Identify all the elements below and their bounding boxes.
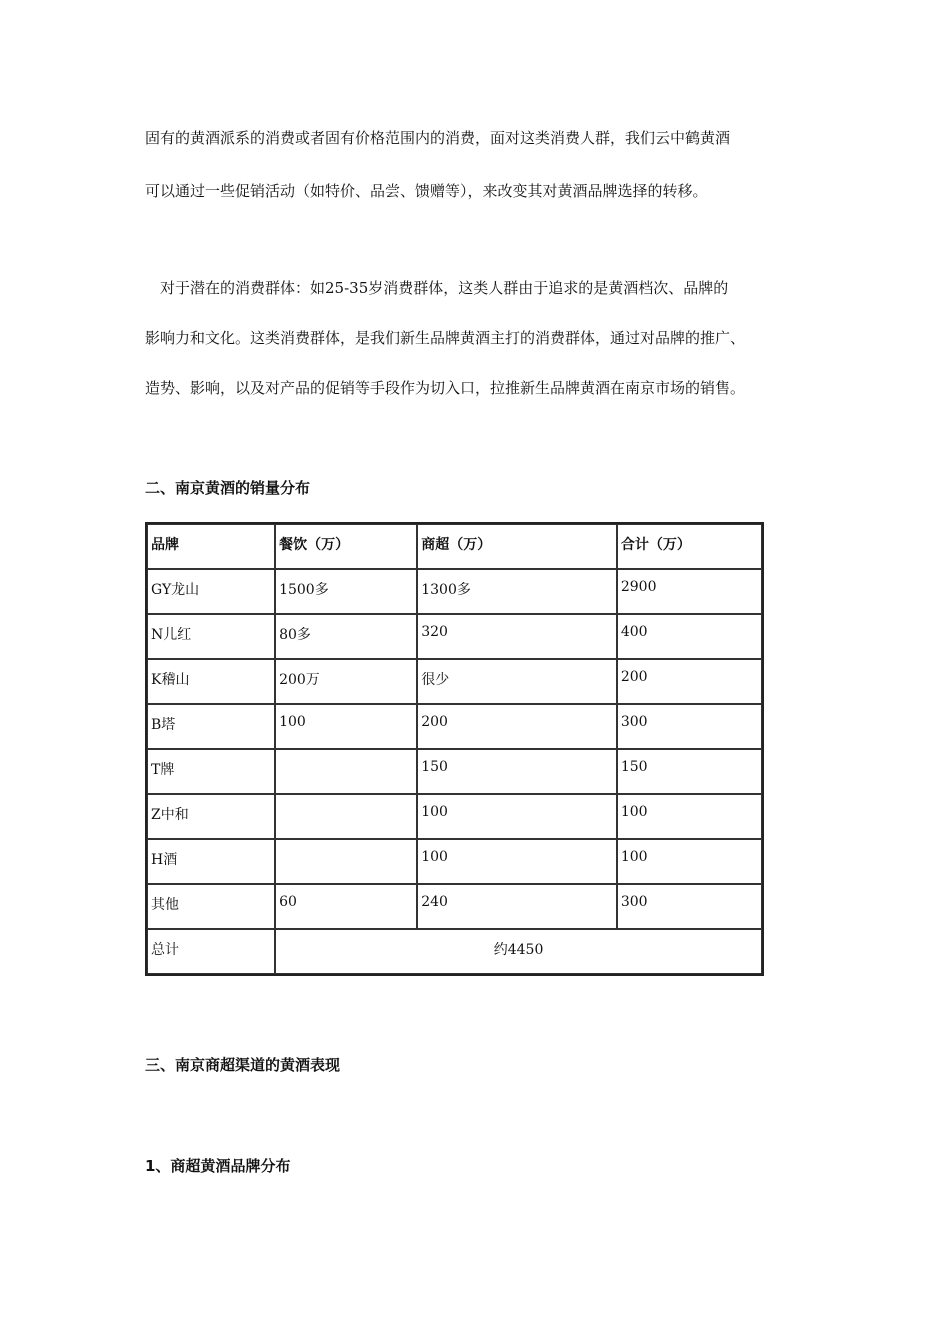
cell-supermarket: 1300多 bbox=[417, 569, 617, 614]
cell-brand: Z中和 bbox=[147, 794, 275, 839]
paragraph-line: 可以通过一些促销活动（如特价、品尝、馈赠等），来改变其对黄酒品牌选择的转移。 bbox=[145, 182, 708, 200]
cell-catering: 100 bbox=[275, 704, 417, 749]
cell-catering bbox=[275, 749, 417, 794]
cell-catering: 1500多 bbox=[275, 569, 417, 614]
cell-total: 150 bbox=[617, 749, 762, 794]
table-row bbox=[147, 839, 762, 884]
cell-total: 100 bbox=[617, 839, 762, 884]
paragraph-line: 造势、影响，以及对产品的促销等手段作为切入口，拉推新生品牌黄酒在南京市场的销售。 bbox=[145, 379, 746, 397]
total-value: 约4450 bbox=[275, 929, 762, 974]
cell-catering bbox=[275, 794, 417, 839]
total-label: 总计 bbox=[147, 929, 275, 974]
cell-supermarket: 200 bbox=[417, 704, 617, 749]
cell-brand: B塔 bbox=[147, 704, 275, 749]
cell-total: 100 bbox=[617, 794, 762, 839]
cell-catering: 60 bbox=[275, 884, 417, 929]
table-row bbox=[147, 794, 762, 839]
cell-supermarket: 240 bbox=[417, 884, 617, 929]
cell-brand: T牌 bbox=[147, 749, 275, 794]
cell-catering bbox=[275, 839, 417, 884]
table-row bbox=[147, 569, 762, 614]
cell-total: 300 bbox=[617, 704, 762, 749]
cell-supermarket: 100 bbox=[417, 839, 617, 884]
cell-total: 300 bbox=[617, 884, 762, 929]
table-row bbox=[147, 749, 762, 794]
cell-total: 200 bbox=[617, 659, 762, 704]
header-brand: 品牌 bbox=[147, 524, 275, 569]
table-header-row bbox=[147, 524, 762, 569]
header-catering: 餐饮（万） bbox=[275, 524, 417, 569]
table-row bbox=[147, 659, 762, 704]
paragraph-line: 固有的黄酒派系的消费或者固有价格范围内的消费，面对这类消费人群，我们云中鹤黄酒 bbox=[145, 129, 731, 147]
cell-total: 2900 bbox=[617, 569, 762, 614]
cell-supermarket: 100 bbox=[417, 794, 617, 839]
header-total: 合计（万） bbox=[617, 524, 762, 569]
section-heading-sales-distribution: 二、南京黄酒的销量分布 bbox=[145, 479, 311, 497]
cell-brand: GY龙山 bbox=[147, 569, 275, 614]
table-row bbox=[147, 704, 762, 749]
cell-total: 400 bbox=[617, 614, 762, 659]
paragraph-line: 对于潜在的消费群体：如25-35岁消费群体，这类人群由于追求的是黄酒档次、品牌的 bbox=[145, 279, 729, 297]
cell-supermarket: 320 bbox=[417, 614, 617, 659]
table-row bbox=[147, 884, 762, 929]
table-row bbox=[147, 614, 762, 659]
cell-supermarket: 150 bbox=[417, 749, 617, 794]
cell-catering: 80多 bbox=[275, 614, 417, 659]
cell-brand: N儿红 bbox=[147, 614, 275, 659]
header-supermarket: 商超（万） bbox=[417, 524, 617, 569]
subsection-heading-brand-distribution: 1、商超黄酒品牌分布 bbox=[145, 1157, 291, 1175]
sales-table bbox=[145, 522, 764, 976]
cell-supermarket: 很少 bbox=[417, 659, 617, 704]
paragraph-line: 影响力和文化。这类消费群体，是我们新生品牌黄酒主打的消费群体，通过对品牌的推广、 bbox=[145, 329, 746, 347]
section-heading-supermarket-channel: 三、南京商超渠道的黄酒表现 bbox=[145, 1056, 341, 1074]
cell-brand: K稽山 bbox=[147, 659, 275, 704]
cell-catering: 200万 bbox=[275, 659, 417, 704]
cell-brand: H酒 bbox=[147, 839, 275, 884]
cell-brand: 其他 bbox=[147, 884, 275, 929]
table-total-row bbox=[147, 929, 762, 974]
